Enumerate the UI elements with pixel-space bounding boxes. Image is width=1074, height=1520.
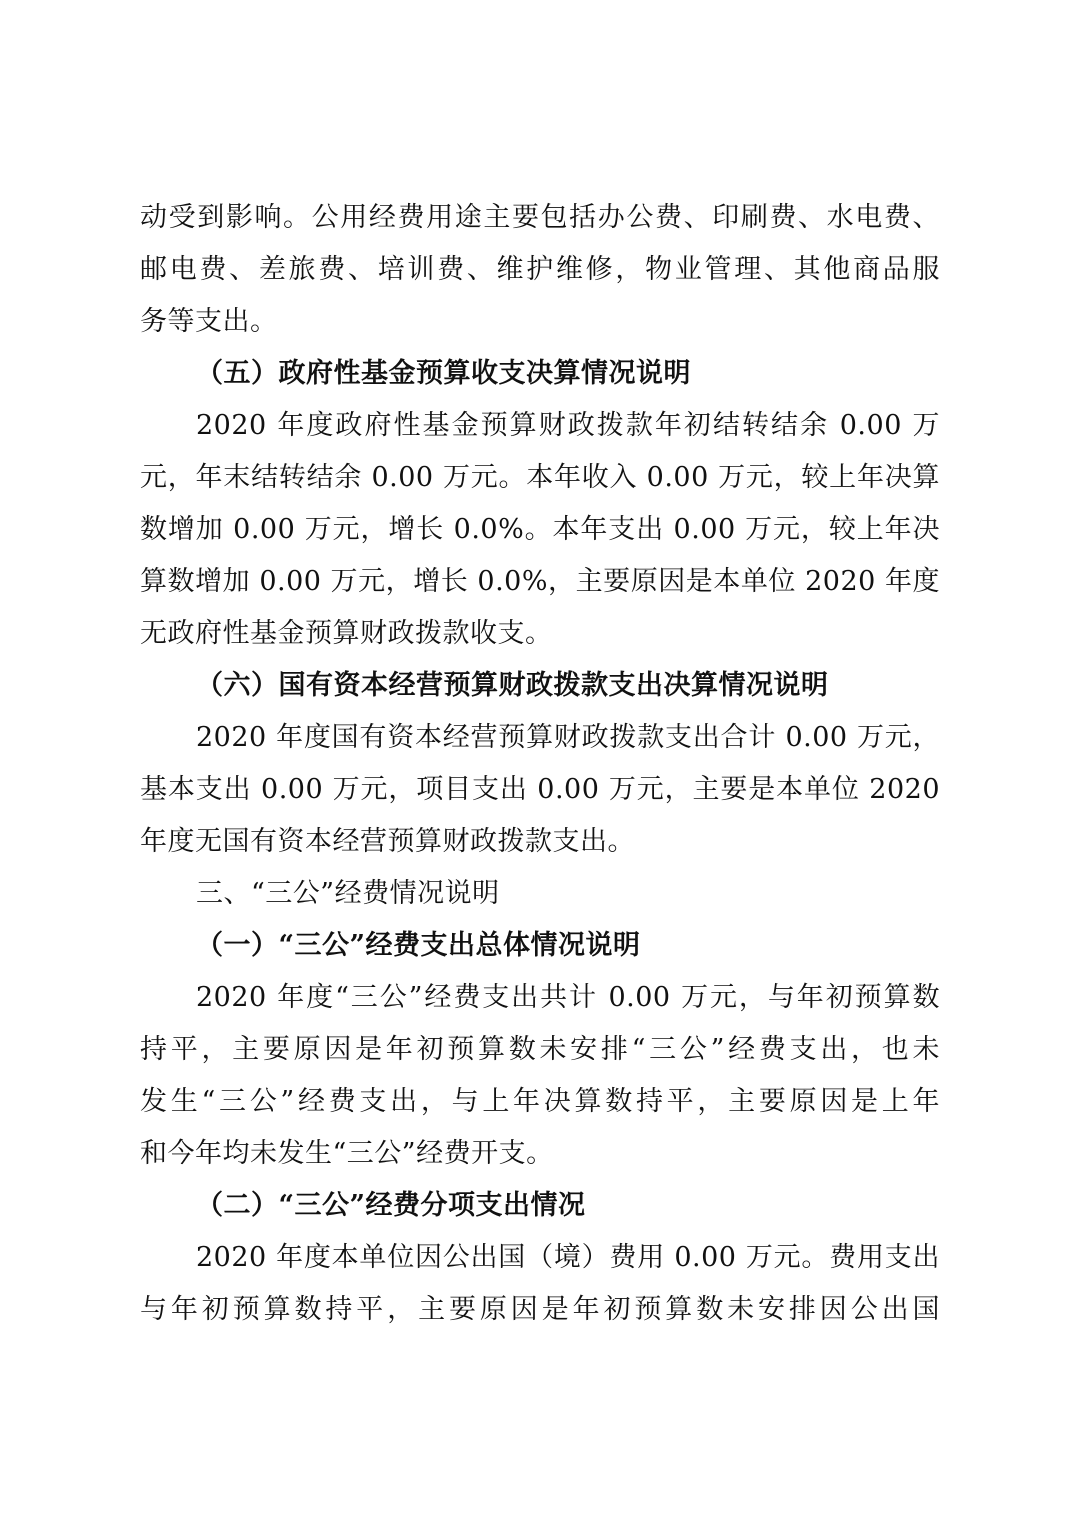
paragraph-line: 元，年末结转结余 0.00 万元。本年收入 0.00 万元，较上年决算 <box>140 462 940 493</box>
section-heading-2: （二）“三公”经费分项支出情况 <box>196 1190 586 1221</box>
paragraph-line: 动受到影响。公用经费用途主要包括办公费、印刷费、水电费、 <box>140 202 940 233</box>
paragraph-line: 2020 年度国有资本经营预算财政拨款支出合计 0.00 万元， <box>196 722 940 753</box>
paragraph-line: 邮电费、差旅费、培训费、维护维修，物业管理、其他商品服 <box>140 254 940 285</box>
section-heading-6: （六）国有资本经营预算财政拨款支出决算情况说明 <box>196 670 829 701</box>
paragraph-line: 2020 年度本单位因公出国（境）费用 0.00 万元。费用支出 <box>196 1242 940 1273</box>
paragraph-line: 发生“三公”经费支出，与上年决算数持平，主要原因是上年 <box>140 1086 940 1117</box>
paragraph-line: 和今年均未发生“三公”经费开支。 <box>140 1138 554 1169</box>
paragraph-line: 年度无国有资本经营预算财政拨款支出。 <box>140 826 635 857</box>
paragraph-line: 2020 年度政府性基金预算财政拨款年初结转结余 0.00 万 <box>196 410 940 441</box>
section-heading-1: （一）“三公”经费支出总体情况说明 <box>196 930 641 961</box>
paragraph-line: 务等支出。 <box>140 306 278 337</box>
chapter-heading-3: 三、“三公”经费情况说明 <box>196 878 500 909</box>
paragraph-line: 无政府性基金预算财政拨款收支。 <box>140 618 553 649</box>
section-heading-5: （五）政府性基金预算收支决算情况说明 <box>196 358 691 389</box>
paragraph-line: 与年初预算数持平，主要原因是年初预算数未安排因公出国 <box>140 1294 940 1325</box>
paragraph-line: 持平，主要原因是年初预算数未安排“三公”经费支出，也未 <box>140 1034 940 1065</box>
paragraph-line: 算数增加 0.00 万元，增长 0.0%，主要原因是本单位 2020 年度 <box>140 566 940 597</box>
paragraph-line: 基本支出 0.00 万元，项目支出 0.00 万元，主要是本单位 2020 <box>140 774 940 805</box>
paragraph-line: 数增加 0.00 万元，增长 0.0%。本年支出 0.00 万元，较上年决 <box>140 514 940 545</box>
paragraph-line: 2020 年度“三公”经费支出共计 0.00 万元，与年初预算数 <box>196 982 940 1013</box>
